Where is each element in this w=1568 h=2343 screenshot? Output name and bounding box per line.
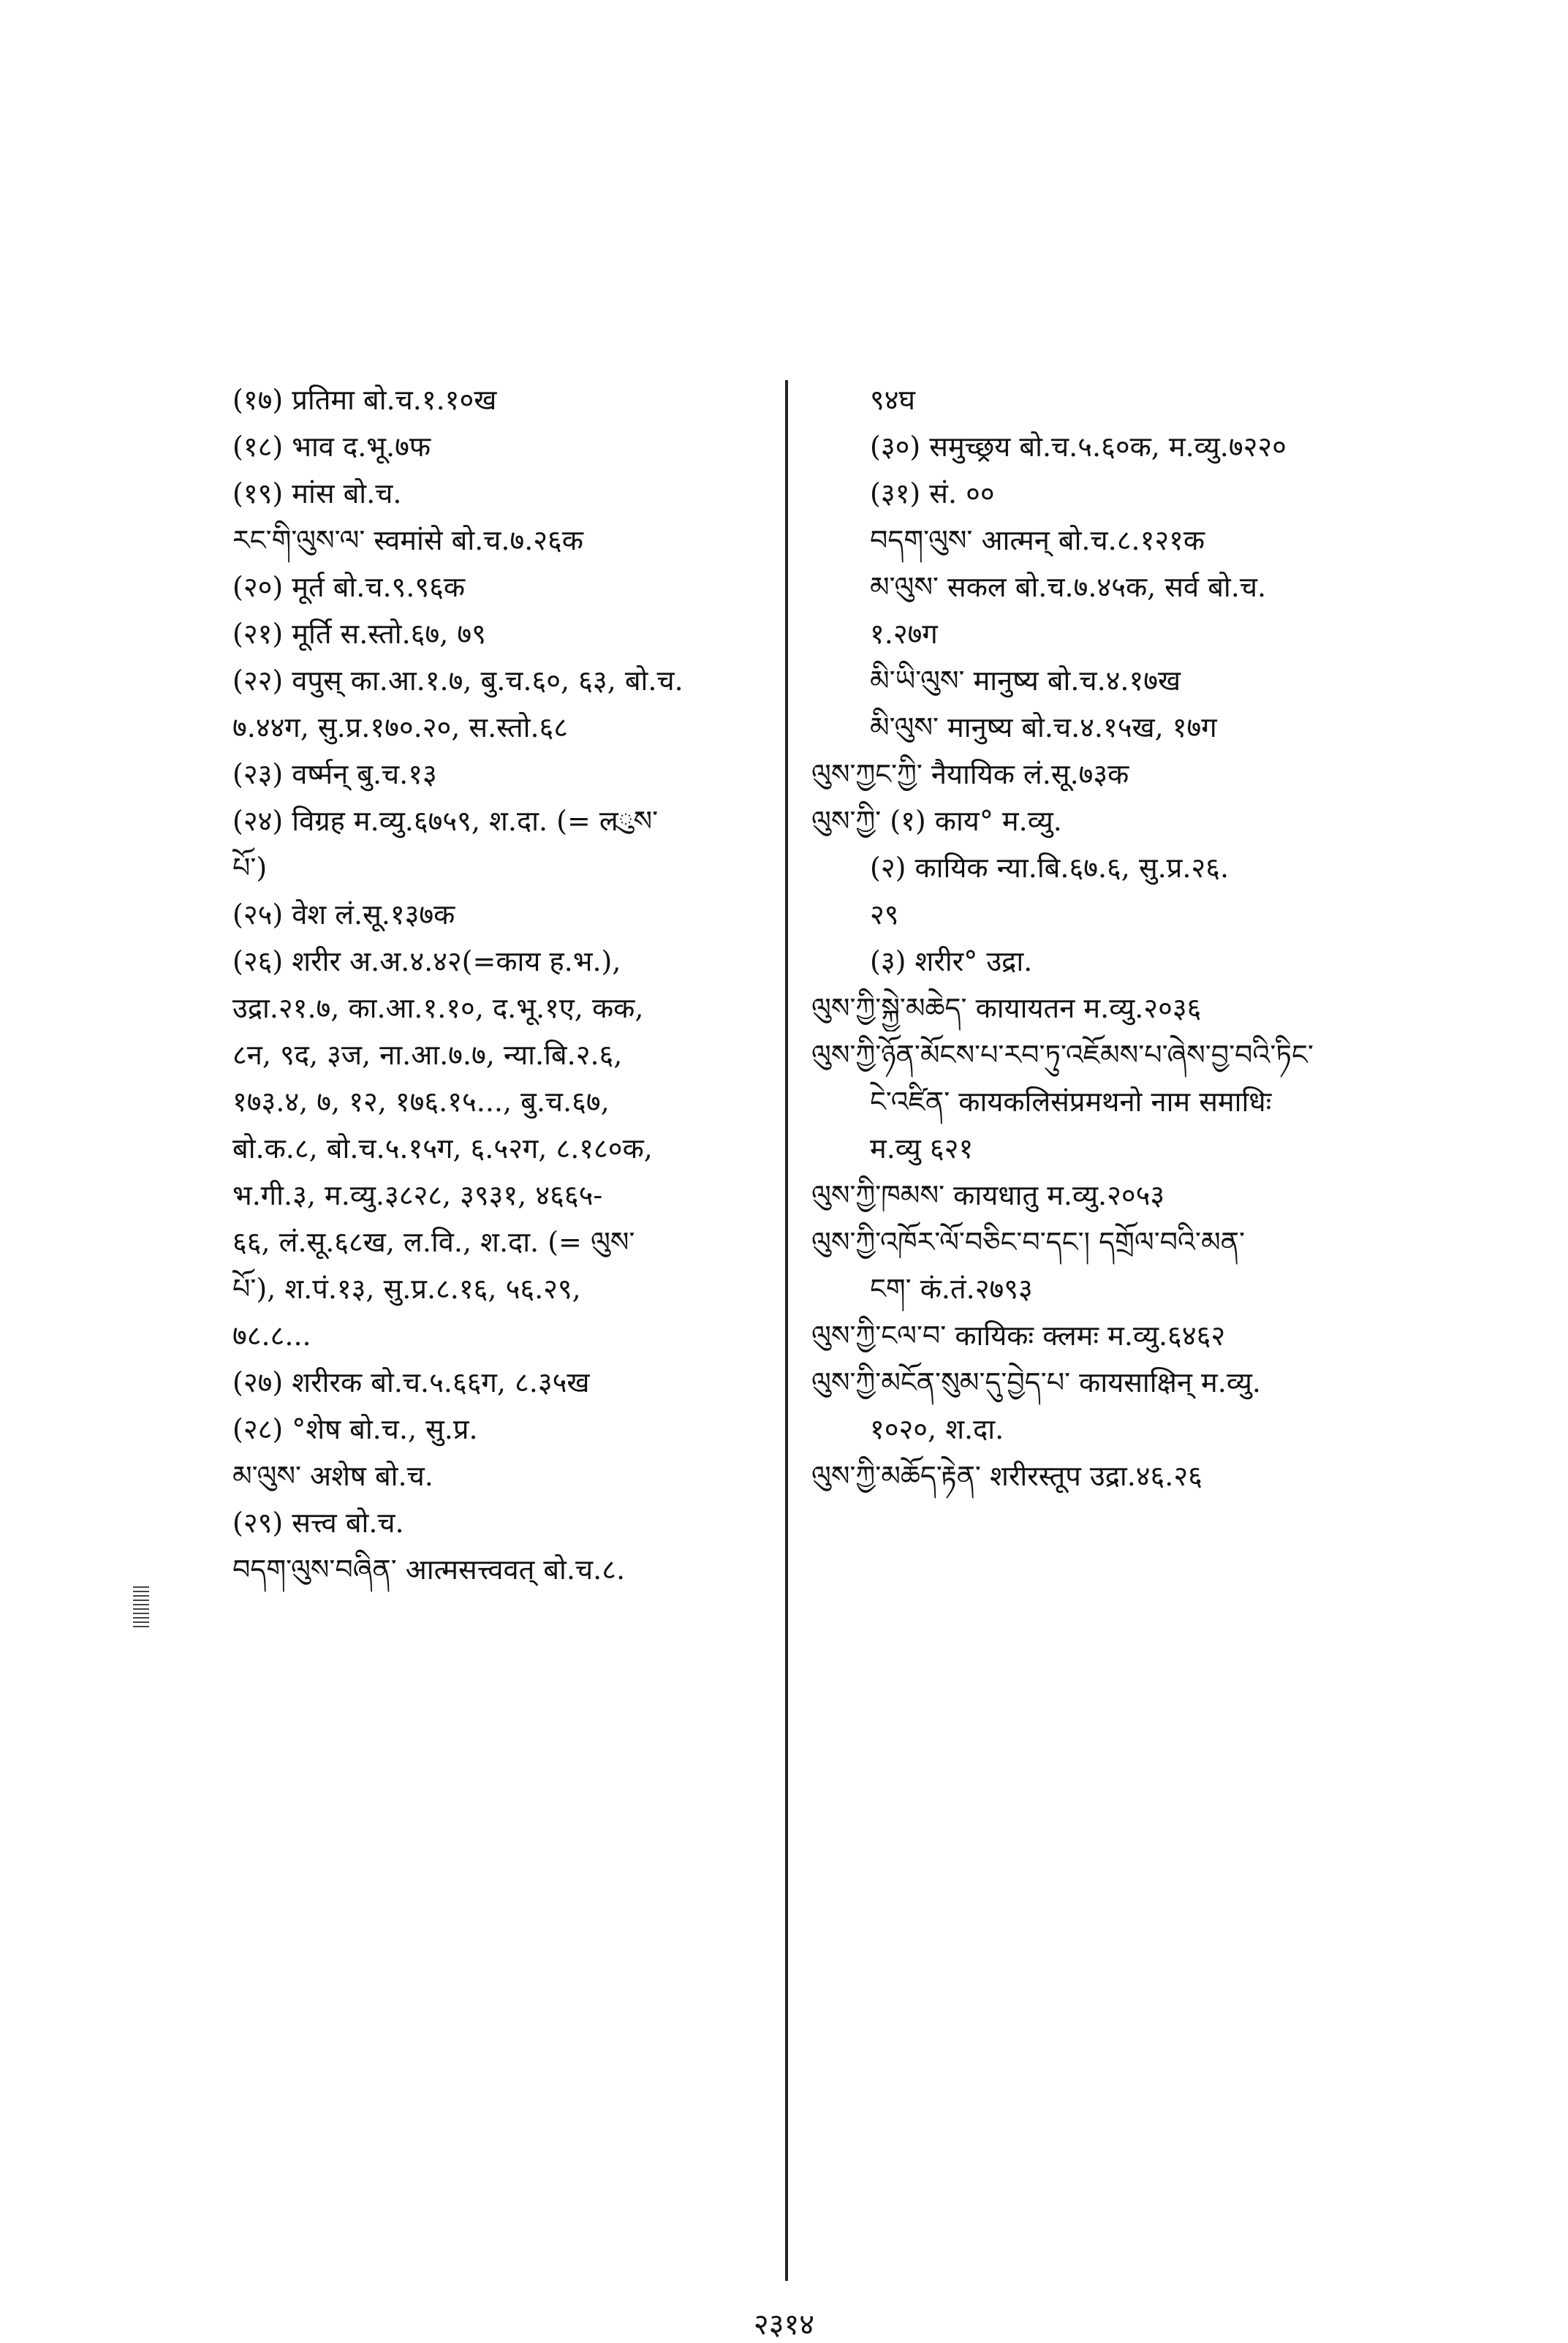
entry-line: भ.गी.३, म.व्यु.३८२८, ३९३१, ४६६५- xyxy=(232,1179,603,1211)
entry-line: ངེ་འཛིན་ कायकलिसंप्रमथनो नाम समाधिः xyxy=(870,1086,1272,1118)
entry-line: ལུས་ཀྱི་མངོན་སུམ་དུ་བྱེད་པ་ कायसाक्षिन् म.व्यु. xyxy=(811,1366,1261,1398)
entry-line: (२१) मूर्ति स.स्तो.६७, ७९ xyxy=(232,618,486,650)
column-divider xyxy=(785,380,788,2281)
right-column xyxy=(811,376,1382,1499)
entry-line: མ་ལུས་ सकल बो.च.७.४५क, सर्व बो.च. xyxy=(870,571,1267,603)
entry-line: म.व्यु ६२१ xyxy=(870,1132,974,1165)
entry-line: (१८) भाव द.भू.७फ xyxy=(232,431,431,463)
entry-line: ७.४४ग, सु.प्र.१७०.२०, स.स्तो.६८ xyxy=(232,711,569,743)
entry-line: ལུས་ཀྱི་ཉོན་མོངས་པ་རབ་ཏུ་འཇོམས་པ་ཞེས་བྱ་བའི་ཏིང་ xyxy=(811,1039,1314,1071)
entry-line: (१७) प्रतिमा बो.च.१.१०ख xyxy=(232,384,497,416)
entry-line: (२४) विग्रह म.व्यु.६७५९, श.दा. (= लུས་ xyxy=(232,805,659,837)
left-column xyxy=(232,376,777,1593)
entry-line: १.२७ग xyxy=(870,618,938,650)
entry-line: (१९) मांस बो.च. xyxy=(232,477,402,510)
entry-line: (२२) वपुस् का.आ.१.७, बु.च.६०, ६३, बो.च. xyxy=(232,665,683,697)
entry-line: མ་ལུས་ अशेष बो.च. xyxy=(232,1460,433,1492)
entry-line: (२८) °शेष बो.च., सु.प्र. xyxy=(232,1413,478,1445)
entry-line: (३१) सं. ०० xyxy=(870,477,995,510)
entry-line: (२६) शरीर अ.अ.४.४२(=काय ह.भ.), xyxy=(232,945,621,977)
entry-line: (३०) समुच्छ्रय बो.च.५.६०क, म.व्यु.७२२० xyxy=(870,431,1287,463)
entry-line: མི་ལུས་ मानुष्य बो.च.४.१५ख, १७ग xyxy=(870,711,1217,743)
entry-line: བདག་ལུས་བཞིན་ आत्मसत्त्ववत् बो.च.८. xyxy=(232,1553,626,1586)
entry-line: ལུས་ཀྱི་འཁོར་ལོ་བཅིང་བ་དང་། དགྲོལ་བའི་མན་ xyxy=(811,1226,1245,1258)
entry-line: (२०) मूर्त बो.च.९.९६क xyxy=(232,571,466,603)
entry-line: (२९) सत्त्व बो.च. xyxy=(232,1507,404,1539)
entry-line: རང་གི་ལུས་ལ་ स्वमांसे बो.च.७.२६क xyxy=(232,524,583,556)
entry-line: ལུས་ཀྱི་སྐྱེ་མཆེད་ कायायतन म.व्यु.२०३६ xyxy=(811,992,1202,1024)
entry-line: ངག་ कं.तं.२७९३ xyxy=(870,1273,1033,1305)
entry-line: (२) कायिक न्या.बि.६७.६, सु.प्र.२६. xyxy=(870,852,1230,884)
entry-line: २९ xyxy=(870,898,899,931)
entry-line: ལུས་ཀྱི་མཆོད་རྟེན་ शरीरस्तूप उद्रा.४६.२६ xyxy=(811,1460,1202,1492)
entry-line: (२३) वर्ष्मन् बु.च.१३ xyxy=(232,758,437,790)
entry-line: བདག་ལུས་ आत्मन् बो.च.८.१२१क xyxy=(870,524,1205,556)
entry-line: པོ་) xyxy=(232,852,268,884)
entry-line: ལུས་ཀྱི་ངལ་བ་ कायिकः क्लमः म.व्यु.६४६२ xyxy=(811,1320,1226,1352)
entry-line: པོ་), श.पं.१३, सु.प्र.८.१६, ५६.२९, xyxy=(232,1273,581,1305)
entry-line: बो.क.८, बो.च.५.१५ग, ६.५२ग, ८.१८०क, xyxy=(232,1132,653,1165)
entry-line: १०२०, श.दा. xyxy=(870,1413,1004,1445)
entry-line: (२७) शरीरक बो.च.५.६६ग, ८.३५ख xyxy=(232,1366,590,1398)
page-number: २३१४ xyxy=(753,2308,815,2342)
entry-line: ལུས་ཀྱི་ (१) काय° म.व्यु. xyxy=(811,805,1062,837)
entry-line: ७८.८... xyxy=(232,1320,311,1352)
entry-line: ८न, ९द, ३ज, ना.आ.७.७, न्या.बि.२.६, xyxy=(232,1039,623,1071)
entry-line: (३) शरीर° उद्रा. xyxy=(870,945,1033,977)
entry-line: (२५) वेश लं.सू.१३७क xyxy=(232,898,455,931)
entry-line: ལུས་ཀྱི་ཁམས་ कायधातु म.व्यु.२०५३ xyxy=(811,1179,1165,1211)
entry-line: १७३.४, ७, १२, १७६.१५..., बु.च.६७, xyxy=(232,1086,610,1118)
entry-line: उद्रा.२१.७, का.आ.१.१०, द.भू.१ए, कक, xyxy=(232,992,644,1024)
entry-line: ९४घ xyxy=(870,384,915,416)
entry-line: ६६, लं.सू.६८ख, ल.वि., श.दा. (= ལུས་ xyxy=(232,1226,635,1258)
margin-mark xyxy=(133,1586,149,1630)
entry-line: མི་ཡི་ལུས་ मानुष्य बो.च.४.१७ख xyxy=(870,665,1181,697)
entry-line: ལུས་ཀྱང་ཀྱི་ नैयायिक लं.सू.७३क xyxy=(811,758,1129,790)
